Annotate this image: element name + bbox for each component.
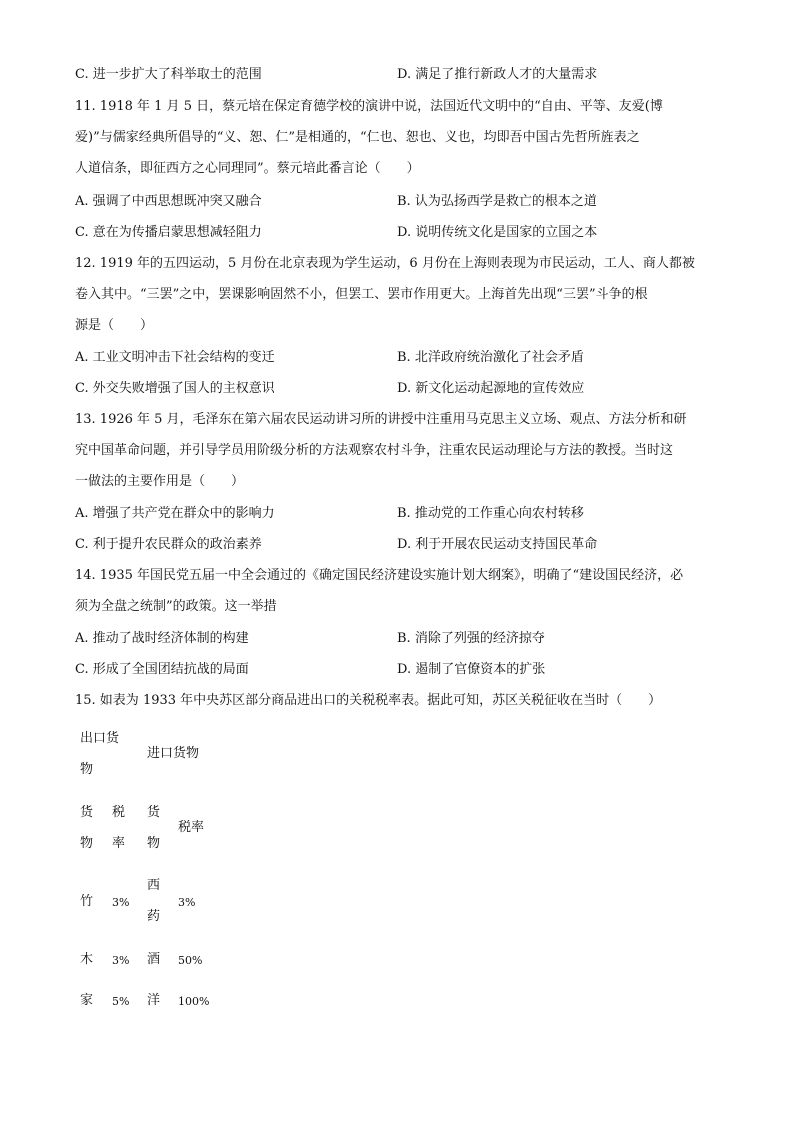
table-cell-import-rate: 50% [178, 954, 203, 967]
q12-option-c: C. 外交失败增强了国人的主权意识 [75, 381, 275, 396]
subheader-export-rate: 率 [112, 836, 126, 851]
table-cell-import-good: 酒 [147, 952, 161, 967]
table-cell-import-rate: 100% [178, 995, 210, 1008]
q10-option-d: D. 满足了推行新政人才的大量需求 [397, 67, 598, 82]
subheader-export-goods: 货 [80, 805, 94, 820]
subheader-import-goods: 物 [147, 836, 161, 851]
table-cell-import-good: 洋 [147, 993, 161, 1008]
subheader-export-rate: 税 [112, 805, 126, 820]
q12-stem-line: 卷入其中。“三罢”之中，罢课影响固然不小，但罢工、罢市作用更大。上海首先出现“三罢”斗争的根 [75, 287, 648, 302]
table-cell-export-good: 竹 [80, 894, 94, 909]
q13-option-c: C. 利于提升农民群众的政治素养 [75, 537, 262, 552]
q15-stem: 15. 如表为 1933 年中央苏区部分商品进出口的关税税率表。据此可知，苏区关税征收在当时（ ） [75, 693, 662, 708]
q12-stem-line: 12. 1919 年的五四运动，5 月份在北京表现为学生运动，6 月份在上海则表现为市民运动，工人、商人都被 [75, 256, 695, 271]
q13-stem-line: 13. 1926 年 5 月，毛泽东在第六届农民运动讲习所的讲授中注重用马克思主义立场、观点、方法分析和研 [75, 412, 687, 427]
q14-option-a: A. 推动了战时经济体制的构建 [75, 631, 249, 646]
table-cell-import-good: 西 [147, 878, 161, 893]
table-cell-export-rate: 5% [112, 995, 130, 1008]
q14-option-d: D. 遏制了官僚资本的扩张 [397, 662, 546, 677]
q11-stem-line: 爱)”与儒家经典所倡导的“义、恕、仁”是相通的，“仁也、恕也、义也，均即吾中国古先哲所旌表之 [75, 130, 640, 145]
export-goods-header: 出口货 [80, 731, 120, 746]
table-cell-export-good: 家 [80, 993, 94, 1008]
q13-stem-line: 究中国革命问题，并引导学员用阶级分析的方法观察农村斗争，注重农民运动理论与方法的教授。当时这 [75, 443, 674, 458]
q14-option-b: B. 消除了列强的经济掠夺 [397, 631, 545, 646]
table-cell-import-good: 药 [147, 909, 161, 924]
q11-option-a: A. 强调了中西思想既冲突又融合 [75, 194, 262, 209]
subheader-export-goods: 物 [80, 836, 94, 851]
q12-option-a: A. 工业文明冲击下社会结构的变迁 [75, 350, 275, 365]
q14-option-c: C. 形成了全国团结抗战的局面 [75, 662, 249, 677]
subheader-import-goods: 货 [147, 805, 161, 820]
q14-stem-line: 须为全盘之统制”的政策。这一举措 [75, 599, 277, 614]
q11-option-d: D. 说明传统文化是国家的立国之本 [397, 225, 598, 240]
q14-stem-line: 14. 1935 年国民党五届一中全会通过的《确定国民经济建设实施计划大纲案》，明确了“建设国民经济，必 [75, 568, 684, 583]
import-goods-header: 进口货物 [147, 746, 200, 761]
q12-option-b: B. 北洋政府统治激化了社会矛盾 [397, 350, 584, 365]
q13-option-b: B. 推动党的工作重心向农村转移 [397, 506, 584, 521]
q13-stem-line: 一做法的主要作用是（ ） [75, 474, 245, 489]
q11-option-b: B. 认为弘扬西学是救亡的根本之道 [397, 194, 597, 209]
subheader-import-rate: 税率 [178, 820, 205, 835]
q10-option-c: C. 进一步扩大了科举取士的范围 [75, 67, 262, 82]
table-cell-export-rate: 3% [112, 896, 130, 909]
q13-option-d: D. 利于开展农民运动支持国民革命 [397, 537, 598, 552]
table-cell-export-rate: 3% [112, 954, 130, 967]
table-cell-export-good: 木 [80, 952, 94, 967]
export-goods-header: 物 [80, 762, 94, 777]
q11-option-c: C. 意在为传播启蒙思想减轻阻力 [75, 225, 262, 240]
q13-option-a: A. 增强了共产党在群众中的影响力 [75, 506, 275, 521]
q11-stem-line: 11. 1918 年 1 月 5 日，蔡元培在保定育德学校的演讲中说，法国近代文明中的“自由、平等、友爱(博 [75, 99, 663, 114]
q12-stem-line: 源是（ ） [75, 318, 154, 333]
q11-stem-line: 人道信条，即征西方之心同理同”。蔡元培此番言论（ ） [75, 161, 420, 176]
q12-option-d: D. 新文化运动起源地的宣传效应 [397, 381, 585, 396]
table-cell-import-rate: 3% [178, 896, 196, 909]
